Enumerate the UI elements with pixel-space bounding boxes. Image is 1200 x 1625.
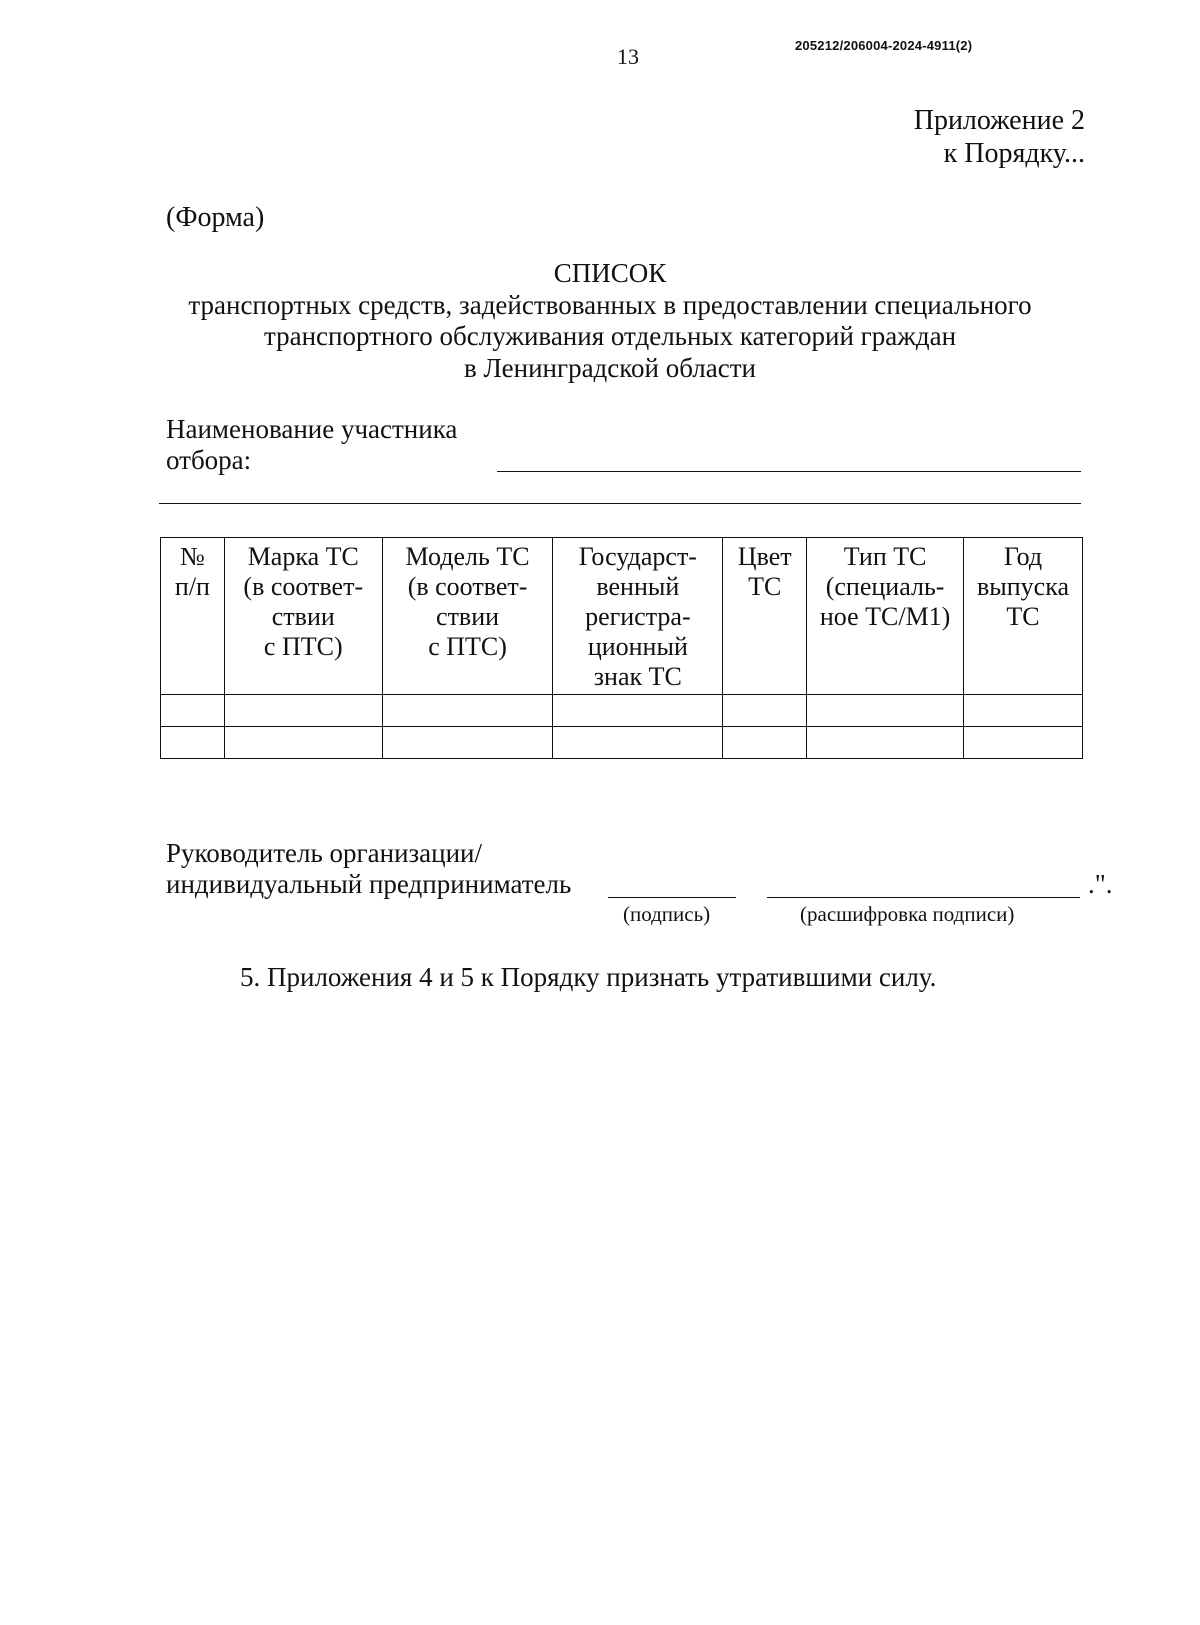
table-cell[interactable] [964,695,1083,727]
header-text: (в соответ- [407,572,528,601]
participant-name-field-continuation[interactable] [159,503,1081,504]
document-title [150,258,1070,384]
clause-paragraph: 5. Приложения 4 и 5 к Порядку признать утратившими силу. [240,962,937,992]
participant-name-field[interactable] [497,471,1081,472]
header-cell-color [723,538,807,695]
header-text: Модель ТС [405,542,530,571]
signature-end-mark: .". [1088,869,1113,899]
header-text: с ПТС) [263,632,343,661]
table-cell[interactable] [382,695,553,727]
signature-decode-caption: (расшифровка подписи) [800,902,1015,926]
table-cell[interactable] [723,695,807,727]
header-text: № [180,542,205,571]
header-text: ное ТС/М1) [819,602,951,631]
signature-line-1: Руководитель организации/ [166,838,483,868]
page-number: 13 [617,44,639,69]
header-text: знак ТС [593,662,682,691]
appendix-line-2: к Порядку... [943,138,1085,169]
header-cell-brand [224,538,382,695]
header-text: Год [1003,542,1043,571]
table-cell[interactable] [224,727,382,759]
table-row [161,727,1083,759]
header-text: с ПТС) [428,632,507,661]
table-cell[interactable] [161,727,225,759]
header-cell-year [964,538,1083,695]
header-text: Государст- [578,542,697,571]
header-text: Тип ТС [843,542,927,571]
header-text: Цвет [737,542,792,571]
header-text: Марка ТС [247,542,359,571]
participant-line-1: Наименование участника [166,414,458,444]
appendix-label [914,104,1085,170]
table-cell[interactable] [723,727,807,759]
table-cell[interactable] [161,695,225,727]
table-cell[interactable] [964,727,1083,759]
vehicles-table [160,537,1083,759]
signature-decode-field[interactable] [767,897,1080,898]
header-cell-type [807,538,964,695]
table-header-row [161,538,1083,695]
header-text: ТС [748,572,782,601]
header-text: (в соответ- [243,572,364,601]
title-line-3: в Ленинградской области [464,352,756,383]
table-cell[interactable] [224,695,382,727]
signature-line-2: индивидуальный предприниматель [166,869,572,899]
title-line-1: транспортных средств, задействованных в предоставлении специального [188,289,1032,320]
header-text: п/п [174,572,210,601]
header-text: (специаль- [825,572,945,601]
header-text: венный [596,572,680,601]
participant-line-2: отбора: [166,445,252,475]
signature-label [166,838,571,900]
header-cell-model [382,538,553,695]
participant-label [166,414,457,476]
signature-caption: (подпись) [623,902,711,926]
header-text: ствии [436,602,500,631]
table-cell[interactable] [553,695,723,727]
title-main: СПИСОК [553,258,667,288]
form-label: (Форма) [166,202,265,233]
header-text: ТС [1006,602,1040,631]
header-text: выпуска [977,572,1069,601]
signature-field[interactable] [608,897,736,898]
table-cell[interactable] [382,727,553,759]
table-cell[interactable] [807,695,964,727]
table-cell[interactable] [807,727,964,759]
header-text: ствии [271,602,335,631]
appendix-line-1: Приложение 2 [913,105,1085,136]
header-cell-registration [553,538,723,695]
table-row [161,695,1083,727]
table-cell[interactable] [553,727,723,759]
header-text: регистра- [585,602,691,631]
header-text: ционный [587,632,688,661]
document-id: 205212/206004-2024-4911(2) [795,38,973,53]
header-cell-number [161,538,225,695]
title-line-2: транспортного обслуживания отдельных категорий граждан [263,321,957,351]
